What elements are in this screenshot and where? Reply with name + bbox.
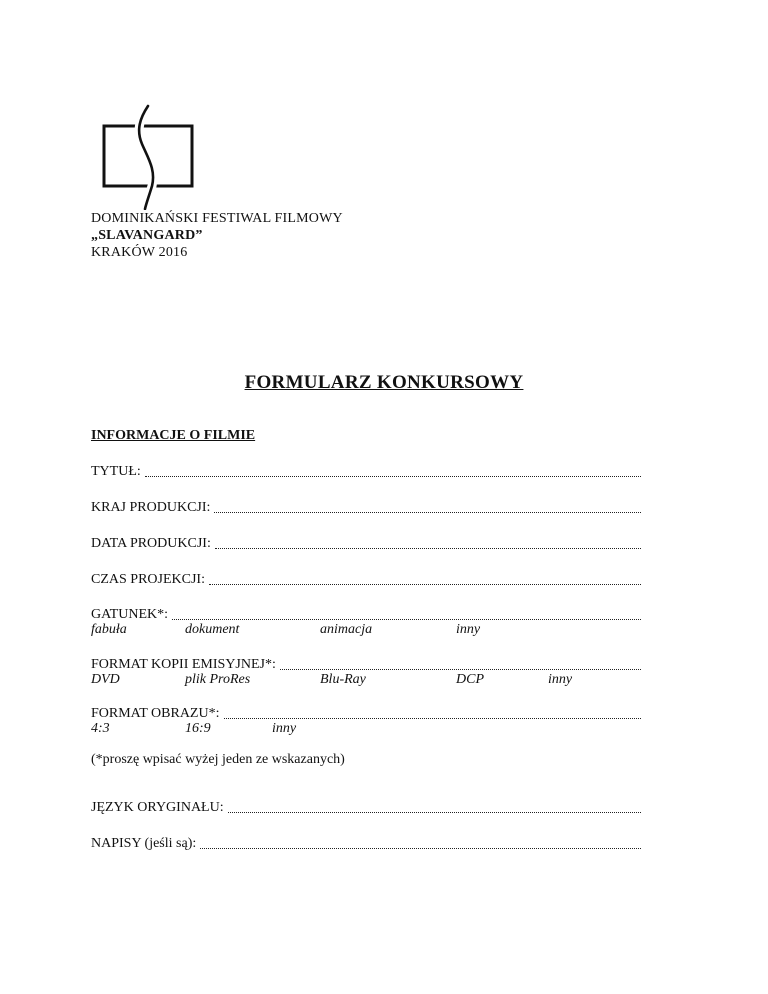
format-kopii-option: Blu-Ray xyxy=(320,672,366,687)
field-gatunek-label: GATUNEK*: xyxy=(91,607,168,622)
field-data-produkcji[interactable] xyxy=(91,535,641,553)
format-kopii-option: plik ProRes xyxy=(185,672,251,687)
format-kopii-option: DCP xyxy=(456,672,484,687)
gatunek-option: dokument xyxy=(185,622,240,637)
field-napisy-line[interactable] xyxy=(200,848,641,849)
field-czas-label: CZAS PROJEKCJI: xyxy=(91,572,205,587)
field-czas-projekcji[interactable] xyxy=(91,571,641,589)
field-format-obrazu-label: FORMAT OBRAZU*: xyxy=(91,706,220,721)
field-napisy[interactable] xyxy=(91,835,641,853)
gatunek-option: inny xyxy=(456,622,481,637)
field-tytul[interactable] xyxy=(91,463,641,481)
format-kopii-option: inny xyxy=(548,672,573,687)
field-format-obrazu-line[interactable] xyxy=(224,718,642,719)
field-data-label: DATA PRODUKCJI: xyxy=(91,536,211,551)
field-kraj-line[interactable] xyxy=(214,512,641,513)
selection-note: (*proszę wpisać wyżej jeden ze wskazanych) xyxy=(91,752,345,767)
field-jezyk-oryginalu[interactable] xyxy=(91,799,641,817)
field-tytul-label: TYTUŁ: xyxy=(91,464,141,479)
section-heading: INFORMACJE O FILMIE xyxy=(91,428,256,443)
festival-name: DOMINIKAŃSKI FESTIWAL FILMOWY xyxy=(91,211,343,226)
form-title: FORMULARZ KONKURSOWY xyxy=(244,372,524,393)
field-kraj-label: KRAJ PRODUKCJI: xyxy=(91,500,211,515)
festival-logo xyxy=(96,100,206,210)
field-czas-line[interactable] xyxy=(209,584,641,585)
gatunek-option: animacja xyxy=(320,622,373,637)
field-jezyk-label: JĘZYK ORYGINAŁU: xyxy=(91,800,224,815)
field-tytul-line[interactable] xyxy=(145,476,641,477)
field-jezyk-line[interactable] xyxy=(228,812,641,813)
field-format-obrazu[interactable] xyxy=(91,705,641,723)
format-obrazu-option: 4:3 xyxy=(91,721,110,736)
festival-header xyxy=(91,210,343,261)
field-format-kopii-line[interactable] xyxy=(280,669,641,670)
format-kopii-option: DVD xyxy=(91,672,120,687)
festival-subtitle: „SLAVANGARD” xyxy=(91,228,203,243)
field-gatunek-line[interactable] xyxy=(172,619,641,620)
field-data-line[interactable] xyxy=(215,548,641,549)
field-napisy-label: NAPISY (jeśli są): xyxy=(91,836,197,851)
festival-place-year: KRAKÓW 2016 xyxy=(91,245,188,260)
field-format-kopii-label: FORMAT KOPII EMISYJNEJ*: xyxy=(91,657,276,672)
field-kraj-produkcji[interactable] xyxy=(91,499,641,517)
format-obrazu-option: inny xyxy=(272,721,297,736)
format-obrazu-option: 16:9 xyxy=(185,721,211,736)
gatunek-option: fabuła xyxy=(91,622,127,637)
